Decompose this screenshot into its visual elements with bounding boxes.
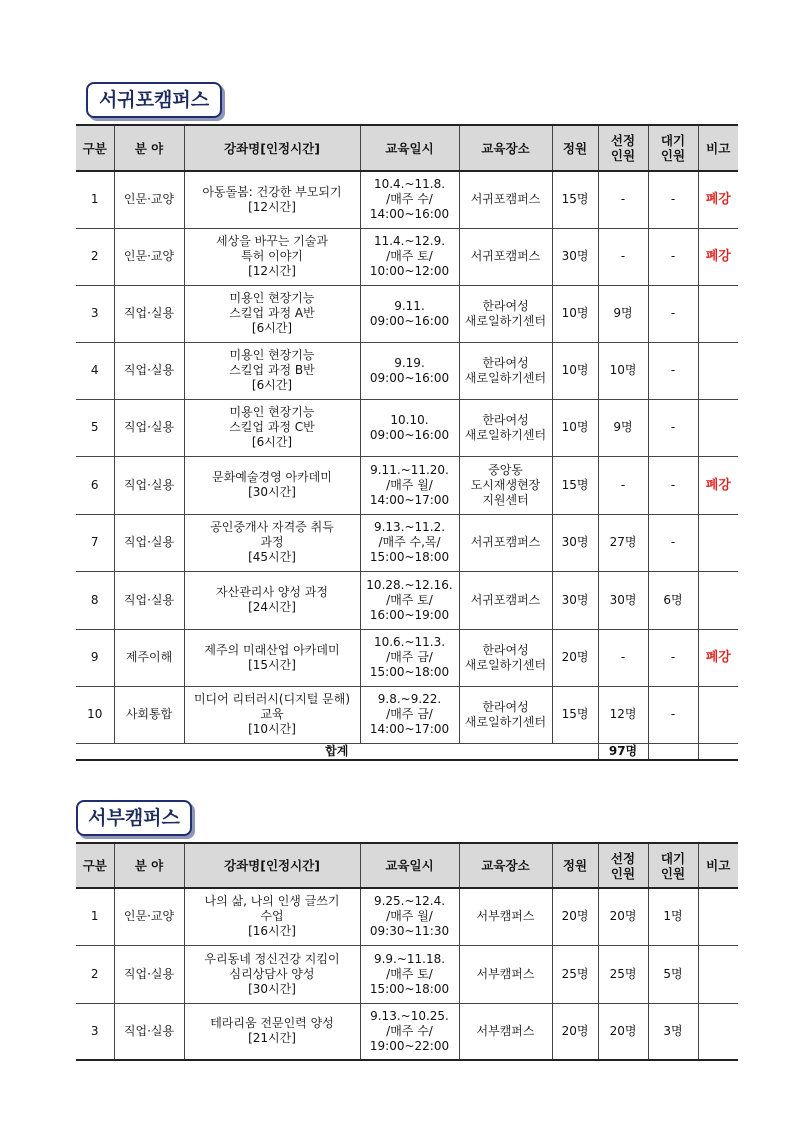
cell-field: 직업·실용: [114, 285, 184, 342]
cell-note: [698, 888, 738, 945]
cell-no: 9: [76, 629, 114, 686]
cell-schedule: 9.11.~11.20. /매주 월/ 14:00~17:00: [360, 456, 459, 514]
cell-waiting: -: [648, 228, 698, 285]
table-row: [76, 1003, 738, 1060]
cell-no: 1: [76, 171, 114, 228]
header-course: 강좌명[인정시간]: [184, 125, 360, 171]
header-schedule: 교육일시: [360, 843, 459, 888]
cell-place: 한라여성 새로일하기센터: [459, 686, 552, 743]
cell-selected: 25명: [598, 945, 648, 1003]
header-selected: 선정 인원: [598, 125, 648, 171]
cell-note: [698, 399, 738, 456]
cell-no: 4: [76, 342, 114, 399]
cell-note: [698, 1003, 738, 1060]
cell-capacity: 10명: [552, 285, 598, 342]
cell-selected: 30명: [598, 571, 648, 629]
cell-capacity: 30명: [552, 228, 598, 285]
course-table: [76, 124, 738, 761]
cell-selected: -: [598, 629, 648, 686]
table-row: [76, 629, 738, 686]
cell-capacity: 20명: [552, 629, 598, 686]
total-selected: 97명: [598, 743, 648, 760]
cell-no: 7: [76, 514, 114, 571]
cell-no: 8: [76, 571, 114, 629]
section-title-badge: [86, 82, 222, 118]
total-label: 합계: [76, 743, 598, 760]
cell-field: 직업·실용: [114, 571, 184, 629]
cell-waiting: 3명: [648, 1003, 698, 1060]
cell-course: 나의 삶, 나의 인생 글쓰기 수업 [16시간]: [184, 888, 360, 945]
cell-selected: 12명: [598, 686, 648, 743]
cell-field: 직업·실용: [114, 399, 184, 456]
cell-field: 직업·실용: [114, 945, 184, 1003]
cell-waiting: 1명: [648, 888, 698, 945]
cell-schedule: 9.9.~11.18. /매주 토/ 15:00~18:00: [360, 945, 459, 1003]
header-waiting: 대기 인원: [648, 125, 698, 171]
cell-waiting: 6명: [648, 571, 698, 629]
cell-no: 5: [76, 399, 114, 456]
cell-note: [698, 945, 738, 1003]
cell-schedule: 10.28.~12.16. /매주 토/ 16:00~19:00: [360, 571, 459, 629]
cell-place: 서귀포캠퍼스: [459, 171, 552, 228]
header-schedule: 교육일시: [360, 125, 459, 171]
table-row: [76, 686, 738, 743]
cell-waiting: -: [648, 399, 698, 456]
table-row: [76, 888, 738, 945]
cell-place: 서귀포캠퍼스: [459, 514, 552, 571]
cell-place: 서부캠퍼스: [459, 888, 552, 945]
header-no: 구분: [76, 125, 114, 171]
cell-selected: 27명: [598, 514, 648, 571]
total-empty-waiting: [648, 743, 698, 760]
header-field: 분 야: [114, 843, 184, 888]
cell-waiting: -: [648, 285, 698, 342]
cell-note: [698, 285, 738, 342]
cell-course: 미용인 현장기능 스킬업 과정 A반 [6시간]: [184, 285, 360, 342]
cell-place: 중앙동 도시재생현장 지원센터: [459, 456, 552, 514]
cell-field: 인문·교양: [114, 228, 184, 285]
cell-place: 한라여성 새로일하기센터: [459, 629, 552, 686]
table-header-row: [76, 843, 738, 888]
cell-selected: 9명: [598, 399, 648, 456]
header-field: 분 야: [114, 125, 184, 171]
cell-waiting: -: [648, 686, 698, 743]
cell-place: 서귀포캠퍼스: [459, 571, 552, 629]
cell-field: 직업·실용: [114, 456, 184, 514]
cell-note: [698, 342, 738, 399]
header-selected: 선정 인원: [598, 843, 648, 888]
cell-field: 직업·실용: [114, 342, 184, 399]
cell-schedule: 9.13.~10.25. /매주 수/ 19:00~22:00: [360, 1003, 459, 1060]
table-row: [76, 228, 738, 285]
cell-capacity: 15명: [552, 456, 598, 514]
cell-course: 공인중개사 자격증 취득 과정 [45시간]: [184, 514, 360, 571]
header-capacity: 정원: [552, 843, 598, 888]
cell-waiting: -: [648, 514, 698, 571]
cell-capacity: 30명: [552, 514, 598, 571]
cell-field: 직업·실용: [114, 1003, 184, 1060]
cell-waiting: -: [648, 456, 698, 514]
table-header-row: [76, 125, 738, 171]
header-note: 비고: [698, 843, 738, 888]
cell-note: 폐강: [698, 171, 738, 228]
header-waiting: 대기 인원: [648, 843, 698, 888]
section-title: 서부캠퍼스: [88, 807, 180, 829]
cell-schedule: 9.13.~11.2. /매주 수,목/ 15:00~18:00: [360, 514, 459, 571]
total-empty-note: [698, 743, 738, 760]
cell-course: 미용인 현장기능 스킬업 과정 C반 [6시간]: [184, 399, 360, 456]
cell-field: 사회통합: [114, 686, 184, 743]
cell-schedule: 10.6.~11.3. /매주 금/ 15:00~18:00: [360, 629, 459, 686]
course-table: [76, 842, 738, 1061]
cell-note: 폐강: [698, 456, 738, 514]
table-row: [76, 399, 738, 456]
cell-no: 6: [76, 456, 114, 514]
cell-place: 서부캠퍼스: [459, 945, 552, 1003]
cell-capacity: 30명: [552, 571, 598, 629]
cell-place: 한라여성 새로일하기센터: [459, 342, 552, 399]
table-row: [76, 342, 738, 399]
cell-schedule: 9.19. 09:00~16:00: [360, 342, 459, 399]
cell-capacity: 15명: [552, 686, 598, 743]
cell-field: 직업·실용: [114, 514, 184, 571]
cell-no: 3: [76, 1003, 114, 1060]
cell-selected: -: [598, 228, 648, 285]
cell-course: 세상을 바꾸는 기술과 특허 이야기 [12시간]: [184, 228, 360, 285]
cell-no: 2: [76, 945, 114, 1003]
cell-course: 자산관리사 양성 과정 [24시간]: [184, 571, 360, 629]
cell-schedule: 9.25.~12.4. /매주 월/ 09:30~11:30: [360, 888, 459, 945]
section-title-badge: [76, 800, 192, 836]
cell-place: 한라여성 새로일하기센터: [459, 399, 552, 456]
cell-no: 1: [76, 888, 114, 945]
cell-selected: 20명: [598, 1003, 648, 1060]
table-row: [76, 456, 738, 514]
cell-schedule: 11.4.~12.9. /매주 토/ 10:00~12:00: [360, 228, 459, 285]
header-capacity: 정원: [552, 125, 598, 171]
cell-course: 우리동네 정신건강 지킴이 심리상담사 양성 [30시간]: [184, 945, 360, 1003]
cell-course: 제주의 미래산업 아카데미 [15시간]: [184, 629, 360, 686]
header-course: 강좌명[인정시간]: [184, 843, 360, 888]
total-row: [76, 743, 738, 760]
table-row: [76, 171, 738, 228]
cell-place: 서부캠퍼스: [459, 1003, 552, 1060]
header-place: 교육장소: [459, 843, 552, 888]
cell-schedule: 10.4.~11.8. /매주 수/ 14:00~16:00: [360, 171, 459, 228]
cell-capacity: 20명: [552, 888, 598, 945]
cell-place: 한라여성 새로일하기센터: [459, 285, 552, 342]
cell-schedule: 9.8.~9.22. /매주 금/ 14:00~17:00: [360, 686, 459, 743]
table-row: [76, 945, 738, 1003]
cell-note: 폐강: [698, 228, 738, 285]
cell-no: 10: [76, 686, 114, 743]
cell-selected: 20명: [598, 888, 648, 945]
cell-capacity: 10명: [552, 342, 598, 399]
section-title: 서귀포캠퍼스: [98, 89, 210, 111]
cell-waiting: -: [648, 171, 698, 228]
cell-note: [698, 686, 738, 743]
header-note: 비고: [698, 125, 738, 171]
cell-capacity: 25명: [552, 945, 598, 1003]
cell-field: 제주이해: [114, 629, 184, 686]
table-row: [76, 285, 738, 342]
cell-selected: -: [598, 171, 648, 228]
cell-waiting: 5명: [648, 945, 698, 1003]
cell-selected: -: [598, 456, 648, 514]
cell-course: 미디어 리터러시(디지털 문해) 교육 [10시간]: [184, 686, 360, 743]
cell-note: 폐강: [698, 629, 738, 686]
cell-selected: 9명: [598, 285, 648, 342]
cell-capacity: 15명: [552, 171, 598, 228]
cell-field: 인문·교양: [114, 888, 184, 945]
cell-selected: 10명: [598, 342, 648, 399]
cell-place: 서귀포캠퍼스: [459, 228, 552, 285]
cell-note: [698, 571, 738, 629]
cell-course: 테라리움 전문인력 양성 [21시간]: [184, 1003, 360, 1060]
cell-note: [698, 514, 738, 571]
cell-capacity: 10명: [552, 399, 598, 456]
cell-waiting: -: [648, 342, 698, 399]
cell-waiting: -: [648, 629, 698, 686]
cell-field: 인문·교양: [114, 171, 184, 228]
cell-course: 문화예술경영 아카데미 [30시간]: [184, 456, 360, 514]
cell-schedule: 9.11. 09:00~16:00: [360, 285, 459, 342]
cell-no: 2: [76, 228, 114, 285]
table-row: [76, 514, 738, 571]
cell-course: 아동돌봄: 건강한 부모되기 [12시간]: [184, 171, 360, 228]
header-place: 교육장소: [459, 125, 552, 171]
table-row: [76, 571, 738, 629]
cell-course: 미용인 현장기능 스킬업 과정 B반 [6시간]: [184, 342, 360, 399]
cell-capacity: 20명: [552, 1003, 598, 1060]
cell-schedule: 10.10. 09:00~16:00: [360, 399, 459, 456]
cell-no: 3: [76, 285, 114, 342]
header-no: 구분: [76, 843, 114, 888]
